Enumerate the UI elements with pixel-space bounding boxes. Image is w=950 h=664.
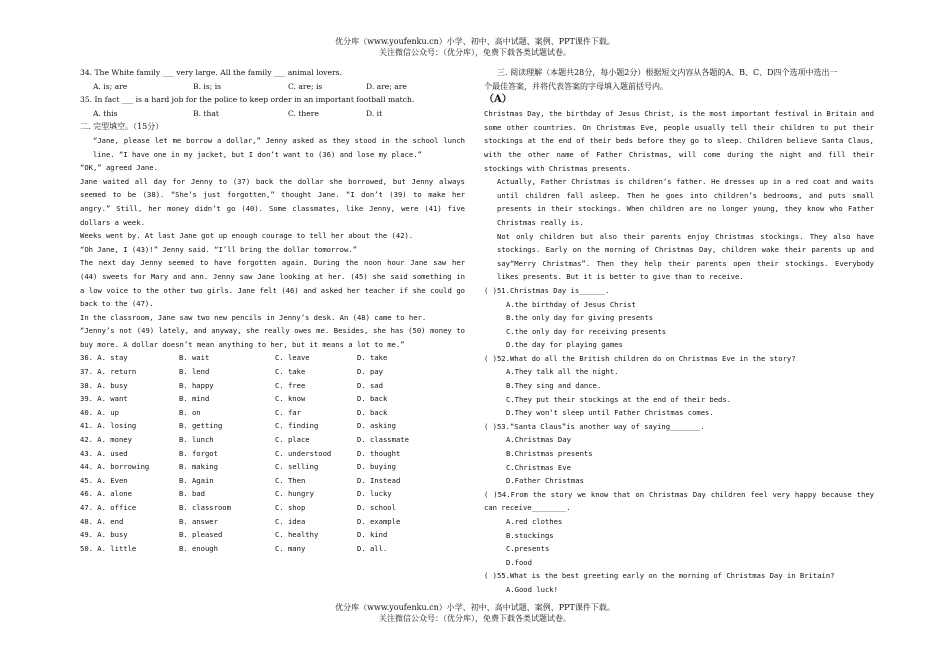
option: B. bad xyxy=(179,489,205,499)
option: 37. A. return xyxy=(80,367,137,377)
reading-passage xyxy=(484,107,874,284)
option: 39. A. want xyxy=(80,394,128,404)
option: D.food xyxy=(506,557,532,567)
option: 42. A. money xyxy=(80,435,132,445)
option: C. shop xyxy=(275,503,306,512)
option: C. healthy xyxy=(275,530,319,540)
option: A.red clothes xyxy=(506,517,563,526)
option: D. school xyxy=(357,503,396,512)
cloze-option-row xyxy=(80,406,465,420)
section-3-title-cont: 个最佳答案，并将代表答案的字母填入题前括号内。 xyxy=(484,81,668,91)
option: B.the only day for giving presents xyxy=(506,313,654,323)
option: A.the birthday of Jesus Christ xyxy=(506,299,636,309)
option: A. this xyxy=(93,108,118,118)
option: D. Instead xyxy=(357,475,401,485)
option: B. classroom xyxy=(179,503,231,512)
option: C. Then xyxy=(275,475,306,485)
cloze-option-row xyxy=(80,487,465,501)
option: D. buying xyxy=(357,462,396,472)
cloze-options xyxy=(80,351,465,555)
cloze-option-row xyxy=(80,447,465,461)
paragraph: Weeks went by. At last Jane got up enough courage to tell her about the (42). xyxy=(80,231,414,241)
page-footer xyxy=(0,602,950,624)
option: C. are; is xyxy=(288,81,323,91)
option: C. idea xyxy=(275,516,306,526)
option: B. is; is xyxy=(193,81,222,91)
question-53-stem: ( )53.“Santa Claus”is another way of saying_______. xyxy=(484,421,705,431)
option: D. pay xyxy=(357,367,383,377)
cloze-option-row xyxy=(80,501,465,515)
option: D. it xyxy=(366,108,383,118)
option: D.the day for playing games xyxy=(506,340,623,350)
option: B. enough xyxy=(179,543,218,553)
header-line-2: 关注微信公众号：（优分库），免费下载各类试题试卷。 xyxy=(379,48,571,57)
option: B. pleased xyxy=(179,530,223,540)
option: C.the only day for receiving presents xyxy=(506,326,667,336)
option: D. are; are xyxy=(366,81,407,91)
question-51-stem: ( )51.Christmas Day is______. xyxy=(484,285,610,295)
option: C. hungry xyxy=(275,489,314,499)
option: 48. A. end xyxy=(80,516,124,526)
question-52-stem: ( )52.What do all the British children do on Christmas Eve in the story? xyxy=(484,353,796,363)
option: D. example xyxy=(357,516,401,526)
right-column xyxy=(484,66,874,597)
option: C. selling xyxy=(275,462,319,472)
option: C. many xyxy=(275,543,306,553)
option: B.Christmas presents xyxy=(506,449,593,459)
option: C.presents xyxy=(506,544,550,554)
option: C. finding xyxy=(275,421,319,431)
option: 45. A. Even xyxy=(80,475,128,485)
left-column xyxy=(80,66,465,555)
option: D. all. xyxy=(357,543,388,553)
paragraph: “Jane, please let me borrow a dollar,” Jenny asked as they stood in the school lunch line. “I have one in my jacket, but I don’t want to (36) and lose my place.” xyxy=(93,135,465,159)
paragraph: Actually, Father Christmas is children‘s father. He dresses up in a red coat and waits until children fall asleep. Then he goes into children’s bedrooms, and puts small presents in their stockings. When children are no longer young, they know who Father Christmas really is. xyxy=(497,177,874,227)
question-35-stem: 35. In fact ___ is a hard job for the police to keep order in an important football match. xyxy=(80,95,415,105)
option: 49. A. busy xyxy=(80,530,128,540)
option: C. know xyxy=(275,394,306,404)
cloze-option-row xyxy=(80,528,465,542)
option: D.Father Christmas xyxy=(506,476,584,486)
option: B. lend xyxy=(179,367,210,377)
option: B. mind xyxy=(179,394,210,404)
section-3-title: 三. 阅读理解（本题共28分，每小题2分）根据短文内容从各题的A、B、C、D四个选项中选出一 xyxy=(497,68,838,77)
option: C. there xyxy=(288,108,319,118)
option: D.They won‘t sleep until Father Christmas comes. xyxy=(506,408,714,418)
option: B. that xyxy=(193,108,219,118)
cloze-option-row xyxy=(80,515,465,529)
header-line-1: 优分库（www.youfenku.cn）小学、初中、高中试题、案例、PPT课件下载。 xyxy=(335,37,615,46)
paragraph: Christmas Day, the birthday of Jesus Christ, is the most important festival in Britain and some other countries. On Christmas Eve, people usually tell their children to put their stockings at the end of their beds before they go to sleep. Children believe Santa Claus, with the other name of Father Christmas, will come during the night and fill their stockings with Christmas presents. xyxy=(484,109,874,173)
paragraph: The next day Jenny seemed to have forgotten again. During the noon hour Jane saw her (44) sweets for Mary and ann. Jenny saw Jane looking at her. (45) she said something in a low voice to the other two girls. Jane felt (46) and asked her teacher if she could go back to the (47). xyxy=(80,258,465,309)
option: 36. A. stay xyxy=(80,353,128,363)
option: D. back xyxy=(357,407,388,417)
paragraph: “Jenny’s not (49) lately, and anyway, she really owes me. Besides, she has (50) money to buy more. A dollar doesn’t mean anything to her, but it means a lot to me.” xyxy=(80,326,465,349)
option: D. back xyxy=(357,394,388,404)
option: 46. A. alone xyxy=(80,489,132,499)
paragraph: Not only children but also their parents enjoy Christmas stockings. They also have stockings. Early on the morning of Christmas Day, children wake their parents up and say“Merry Christmas”. Then they help their parents open their stockings. Everybody likes presents. But it is better to give than to receive. xyxy=(497,231,874,282)
option: 38. A. busy xyxy=(80,380,128,390)
footer-line-1: 优分库（www.youfenku.cn）小学、初中、高中试题、案例、PPT课件下载。 xyxy=(335,603,615,612)
cloze-passage xyxy=(80,134,465,352)
footer-line-2: 关注微信公众号：（优分库），免费下载各类试题试卷。 xyxy=(379,614,571,623)
option: 47. A. office xyxy=(80,503,137,512)
option: B. answer xyxy=(179,516,218,526)
reading-questions xyxy=(484,284,874,597)
option: C. understood xyxy=(275,448,332,458)
cloze-option-row xyxy=(80,365,465,379)
paragraph: “OK,” agreed Jane. xyxy=(80,163,158,173)
option: B. getting xyxy=(179,421,223,431)
option: 43. A. used xyxy=(80,448,128,458)
option: B. making xyxy=(179,462,218,472)
cloze-option-row xyxy=(80,433,465,447)
option: C. take xyxy=(275,367,306,377)
option: A. is; are xyxy=(93,81,128,91)
option: B. happy xyxy=(179,380,214,390)
option: D. take xyxy=(357,353,388,363)
page-header xyxy=(0,36,950,58)
option: C.Christmas Eve xyxy=(506,462,571,472)
question-35-options xyxy=(80,107,465,121)
question-55-stem: ( )55.What is the best greeting early on the morning of Christmas Day in Britain? xyxy=(484,571,835,581)
question-34-stem: 34. The White family ___ very large. All the family ___ animal lovers. xyxy=(80,68,342,77)
option: B.stockings xyxy=(506,530,554,540)
option: D. sad xyxy=(357,380,383,390)
option: B. on xyxy=(179,407,201,417)
option: C. leave xyxy=(275,353,310,363)
paragraph: Jane waited all day for Jenny to (37) back the dollar she borrowed, but Jenny always seemed to be (38). “She’s just forgotten,” thought Jane. “I don’t (39) to make her angry.” Still, her money didn’t go (40). Some classmates, like Jenny, were (41) five dollars a week. xyxy=(80,176,465,227)
question-54-stem: ( )54.From the story we know that on Christmas Day children feel very happy because they can receive________. xyxy=(484,489,874,513)
option: D. kind xyxy=(357,530,388,540)
option: C. far xyxy=(275,407,301,417)
option: A.Christmas Day xyxy=(506,435,571,445)
section-2-title: 二. 完型填空。（15分） xyxy=(80,122,164,132)
paragraph: “Oh Jane, I (43)!” Jenny said. “I’ll bring the dollar tomorrow.” xyxy=(80,244,357,254)
cloze-option-row xyxy=(80,392,465,406)
passage-a-label: （A） xyxy=(484,94,512,106)
option: B. wait xyxy=(179,353,210,363)
option: B. Again xyxy=(179,475,214,485)
option: D. lucky xyxy=(357,489,392,499)
option: B. forgot xyxy=(179,448,218,458)
cloze-option-row xyxy=(80,542,465,556)
cloze-option-row xyxy=(80,460,465,474)
option: C. place xyxy=(275,435,310,445)
option: A.Good luck! xyxy=(506,584,558,594)
option: D. classmate xyxy=(357,435,409,445)
option: 41. A. losing xyxy=(80,421,137,431)
paragraph: In the classroom, Jane saw two new pencils in Jenny’s desk. An (48) came to her. xyxy=(80,312,427,322)
cloze-option-row xyxy=(80,474,465,488)
cloze-option-row xyxy=(80,379,465,393)
option: C. free xyxy=(275,380,306,390)
option: B.They sing and dance. xyxy=(506,381,602,391)
option: 44. A. borrowing xyxy=(80,462,150,472)
question-34-options xyxy=(80,80,465,94)
option: B. lunch xyxy=(179,435,214,445)
option: 40. A. up xyxy=(80,407,119,417)
option: D. thought xyxy=(357,448,401,458)
option: C.They put their stockings at the end of their beds. xyxy=(506,394,732,404)
cloze-option-row xyxy=(80,419,465,433)
option: 50. A. little xyxy=(80,543,137,553)
cloze-option-row xyxy=(80,351,465,365)
option: D. asking xyxy=(357,421,396,431)
option: A.They talk all the night. xyxy=(506,367,619,377)
